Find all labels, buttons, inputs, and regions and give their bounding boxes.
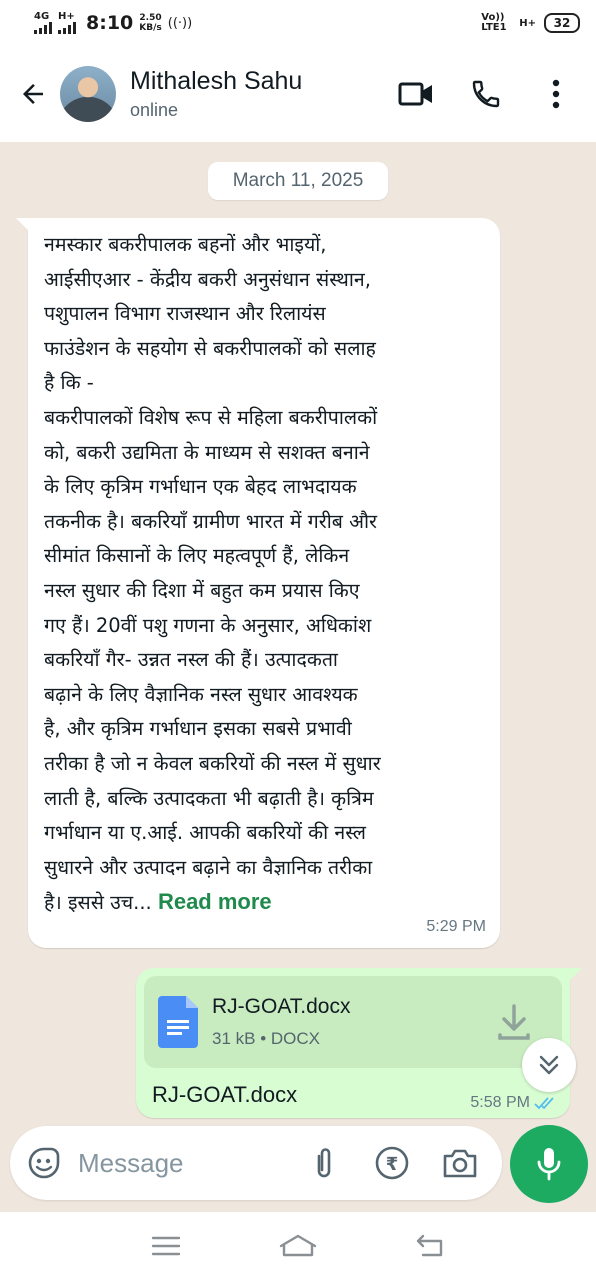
system-navigation-bar	[0, 1212, 596, 1280]
download-icon[interactable]	[496, 1002, 532, 1042]
message-time: 5:58 PM	[470, 1094, 530, 1111]
clock: 8:10	[86, 12, 134, 34]
signal-indicator-2	[58, 12, 76, 34]
emoji-icon[interactable]	[24, 1143, 64, 1183]
message-input-bar	[10, 1126, 502, 1200]
message-line: नस्ल सुधार की दिशा में बहुत कम प्रयास किए	[44, 578, 360, 602]
scroll-to-bottom-button[interactable]	[522, 1038, 576, 1092]
message-line: फाउंडेशन के सहयोग से बकरीपालकों को सलाह	[44, 336, 376, 360]
phone-icon[interactable]	[464, 72, 508, 116]
message-line: के लिए कृत्रिम गर्भाधान एक बेहद लाभदायक	[44, 475, 357, 499]
contact-name[interactable]: Mithalesh Sahu	[130, 67, 303, 95]
incoming-message-bubble[interactable]	[28, 218, 500, 948]
message-line: बकरियाँ गैर- उन्नत नस्ल की हैं। उत्पादकता	[44, 648, 338, 672]
battery-level: 32	[553, 16, 571, 30]
battery-icon	[544, 13, 580, 33]
back-arrow-icon[interactable]	[8, 69, 58, 119]
message-line: सीमांत किसानों के लिए महत्वपूर्ण हैं, लेकिन	[44, 544, 350, 568]
volte-indicator: Vo)) LTE1	[481, 12, 507, 33]
date-chip: March 11, 2025	[208, 162, 388, 200]
message-line: सुधारने और उत्पादन बढ़ाने का वैज्ञानिक तरीका	[44, 855, 373, 879]
docx-file-icon	[158, 996, 198, 1048]
contact-status: online	[130, 100, 179, 120]
video-call-icon[interactable]	[394, 72, 438, 116]
more-vert-icon[interactable]	[534, 72, 578, 116]
read-more-link[interactable]: Read more	[157, 889, 272, 915]
speed-unit: KB/s	[139, 23, 162, 33]
network-speed	[139, 13, 161, 33]
message-line: बढ़ाने के लिए वैज्ञानिक नस्ल सुधार आवश्यक	[44, 682, 358, 706]
message-time: 5:29 PM	[426, 918, 486, 935]
double-tick-read-icon	[534, 1095, 558, 1111]
message-last-line	[44, 885, 486, 921]
svg-text:₹: ₹	[385, 1154, 399, 1175]
double-chevron-down-icon	[538, 1054, 560, 1076]
message-line: है कि -	[44, 371, 94, 395]
message-line: गए हैं। 20वीं पशु गणना के अनुसार, अधिकांश	[44, 613, 372, 637]
camera-icon[interactable]	[438, 1141, 482, 1185]
status-bar	[0, 0, 596, 46]
document-card[interactable]	[144, 976, 562, 1068]
message-text	[44, 228, 486, 921]
message-line: गर्भाधान या ए.आई. आपकी बकरियों की नस्ल	[44, 821, 367, 845]
network-type-label-3: H+	[519, 17, 536, 29]
signal-indicator-1	[34, 12, 52, 34]
avatar[interactable]	[60, 66, 116, 122]
chat-header	[0, 46, 596, 142]
message-line: को, बकरी उद्यमिता के माध्यम से सशक्त बनाने	[44, 440, 370, 464]
message-line: तकनीक है। बकरियाँ ग्रामीण भारत में गरीब और	[44, 509, 378, 533]
mic-button[interactable]	[510, 1125, 588, 1203]
home-icon[interactable]	[278, 1226, 318, 1266]
network-type-label: 4G	[34, 11, 50, 22]
hotspot-icon: ((·))	[167, 15, 193, 31]
message-line: बकरीपालकों विशेष रूप से महिला बकरीपालकों	[44, 405, 378, 429]
document-caption: RJ-GOAT.docx	[152, 1082, 298, 1107]
outgoing-document-bubble[interactable]	[136, 968, 570, 1118]
document-meta: 31 kB • DOCX	[212, 1029, 320, 1048]
document-name: RJ-GOAT.docx	[212, 995, 351, 1018]
message-time-status	[470, 1094, 558, 1112]
attach-icon[interactable]	[302, 1141, 346, 1185]
contact-info[interactable]	[130, 67, 302, 121]
back-icon[interactable]	[410, 1226, 450, 1266]
network-type-label-2: H+	[58, 11, 75, 22]
message-line: है, और कृत्रिम गर्भाधान इसका सबसे प्रभावी	[44, 717, 352, 741]
message-line: नमस्कार बकरीपालक बहनों और भाइयों,	[44, 233, 327, 256]
message-input[interactable]	[78, 1148, 278, 1179]
message-line: तरीका है जो न केवल बकरियों की नस्ल में सुधार	[44, 751, 381, 775]
rupee-payment-icon[interactable]	[370, 1141, 414, 1185]
mic-icon	[535, 1146, 563, 1182]
message-line: पशुपालन विभाग राजस्थान और रिलायंस	[44, 302, 326, 326]
message-line: आईसीएआर - केंद्रीय बकरी अनुसंधान संस्थान,	[44, 267, 371, 291]
message-truncated-text: है। इससे उच...	[44, 891, 152, 915]
speed-value: 2.50	[139, 13, 162, 23]
message-line: लाती है, बल्कि उत्पादकता भी बढ़ाती है। कृत्रिम	[44, 786, 374, 810]
chat-area[interactable]	[0, 142, 596, 1134]
menu-icon[interactable]	[146, 1226, 186, 1266]
